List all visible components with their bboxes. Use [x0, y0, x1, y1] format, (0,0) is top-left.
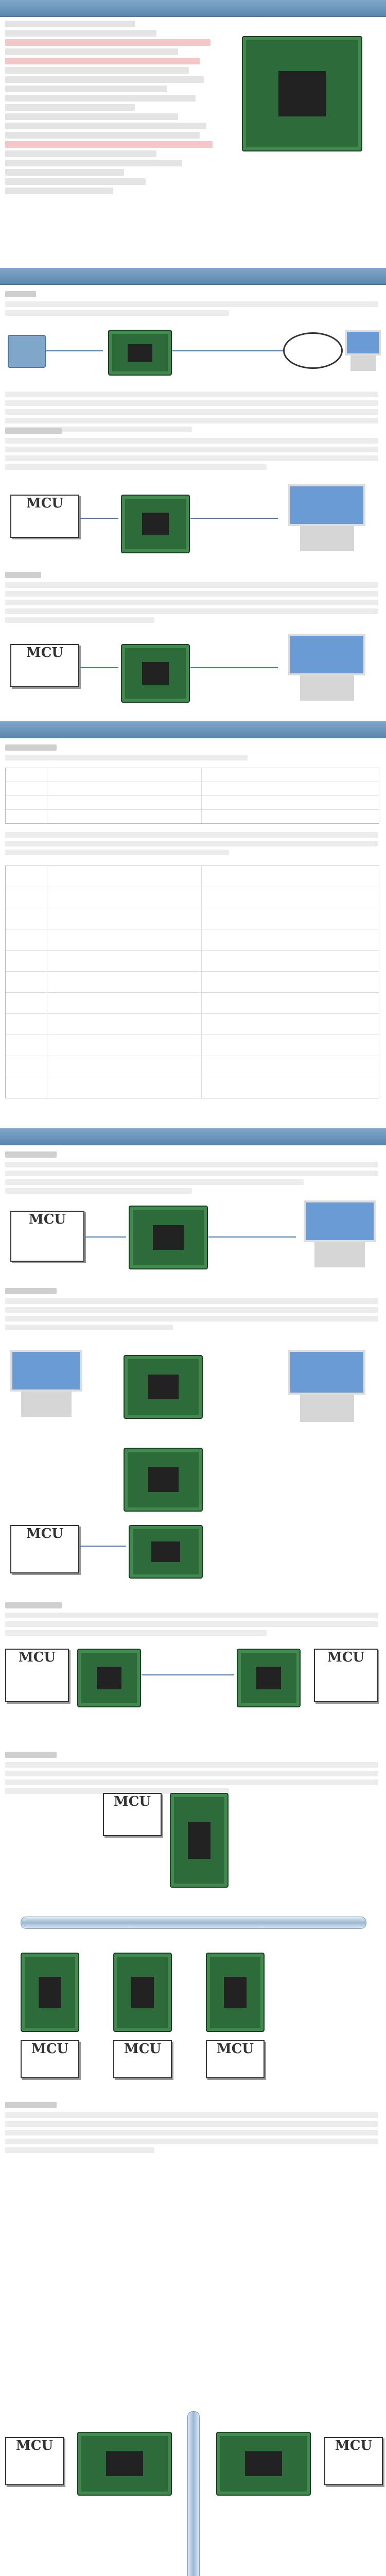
- module-photo: [108, 330, 172, 376]
- subheading: [5, 572, 41, 581]
- subheading: [5, 1151, 57, 1161]
- mcu-box: [21, 2040, 79, 2078]
- module-photo: [113, 1953, 172, 2032]
- mcu-box: [5, 1649, 69, 1702]
- module-photo: [129, 1206, 208, 1269]
- section-band-hardware: [0, 721, 386, 738]
- serial-line: [46, 350, 103, 351]
- subheading: [5, 2102, 57, 2111]
- mcu-box: [103, 1793, 162, 1836]
- module-photo: [129, 1525, 203, 1579]
- mcu-label: MCU: [124, 2041, 162, 2057]
- mcu-box: [10, 1525, 79, 1573]
- mcu-label: MCU: [26, 496, 64, 511]
- module-photo: [170, 1793, 229, 1888]
- network-line: [190, 667, 278, 668]
- pc-icon: [345, 330, 381, 371]
- paragraph: [5, 755, 378, 764]
- network-bus: [187, 2411, 200, 2576]
- paragraph: [5, 1162, 378, 1197]
- network-line: [172, 350, 283, 351]
- module-photo: [21, 1953, 79, 2032]
- ethernet-cloud: [283, 332, 343, 369]
- mcu-label: MCU: [216, 2041, 254, 2057]
- network-line: [208, 1236, 296, 1238]
- subheading: [5, 1288, 57, 1297]
- pc-icon: [288, 1350, 365, 1422]
- mcu-box: [314, 1649, 378, 1702]
- section-band-application: [0, 1128, 386, 1145]
- paragraph: [5, 301, 378, 319]
- module-photo: [124, 1355, 203, 1419]
- mcu-label: MCU: [335, 2438, 373, 2453]
- section-band-features: [0, 0, 386, 17]
- mcu-box: [113, 2040, 172, 2078]
- network-line: [190, 518, 278, 519]
- paragraph: [5, 438, 378, 473]
- subheading: [5, 744, 57, 754]
- mcu-box: [206, 2040, 265, 2078]
- paragraph: [5, 832, 378, 858]
- subheading: [5, 428, 62, 437]
- module-photo: [124, 1448, 203, 1512]
- mcu-box: [10, 495, 79, 538]
- module-photo: [242, 36, 362, 151]
- paragraph: [5, 1298, 378, 1333]
- mcu-box: [5, 2437, 64, 2485]
- pc-icon: [304, 1200, 376, 1267]
- paragraph: [5, 2112, 378, 2156]
- mcu-label: MCU: [113, 1794, 151, 1809]
- pc-icon: [288, 634, 365, 701]
- mcu-label: MCU: [28, 1212, 66, 1227]
- led-table: [5, 768, 379, 824]
- module-photo: [77, 2432, 172, 2496]
- mcu-label: MCU: [327, 1650, 365, 1665]
- module-photo: [77, 1649, 141, 1707]
- mcu-label: MCU: [26, 645, 64, 660]
- mcu-label: MCU: [31, 2041, 69, 2057]
- module-photo: [237, 1649, 301, 1707]
- serial-line: [80, 667, 118, 668]
- feature-list: [5, 21, 221, 216]
- mcu-label: MCU: [18, 1650, 56, 1665]
- network-line: [142, 1674, 234, 1675]
- subheading: [5, 1752, 57, 1761]
- mcu-box: [324, 2437, 383, 2485]
- subheading: [5, 291, 36, 300]
- pc-icon: [288, 484, 365, 551]
- paragraph: [5, 1762, 378, 1797]
- mcu-label: MCU: [26, 1526, 64, 1541]
- pc-icon: [10, 1350, 82, 1417]
- subheading: [5, 1602, 62, 1612]
- mcu-label: MCU: [15, 2438, 54, 2453]
- mcu-box: [10, 1211, 84, 1262]
- user-device-box: [8, 335, 46, 368]
- serial-line: [85, 1236, 126, 1238]
- paragraph: [5, 1613, 378, 1639]
- module-photo: [121, 644, 190, 703]
- section-band-work-mode: [0, 268, 386, 285]
- mcu-box: [10, 644, 79, 687]
- network-bus: [21, 1917, 366, 1929]
- module-photo: [121, 495, 190, 553]
- serial-line: [80, 1546, 126, 1547]
- module-photo: [206, 1953, 265, 2032]
- serial-line: [80, 518, 118, 519]
- pin-table: [5, 866, 379, 1098]
- module-photo: [216, 2432, 311, 2496]
- paragraph: [5, 582, 378, 626]
